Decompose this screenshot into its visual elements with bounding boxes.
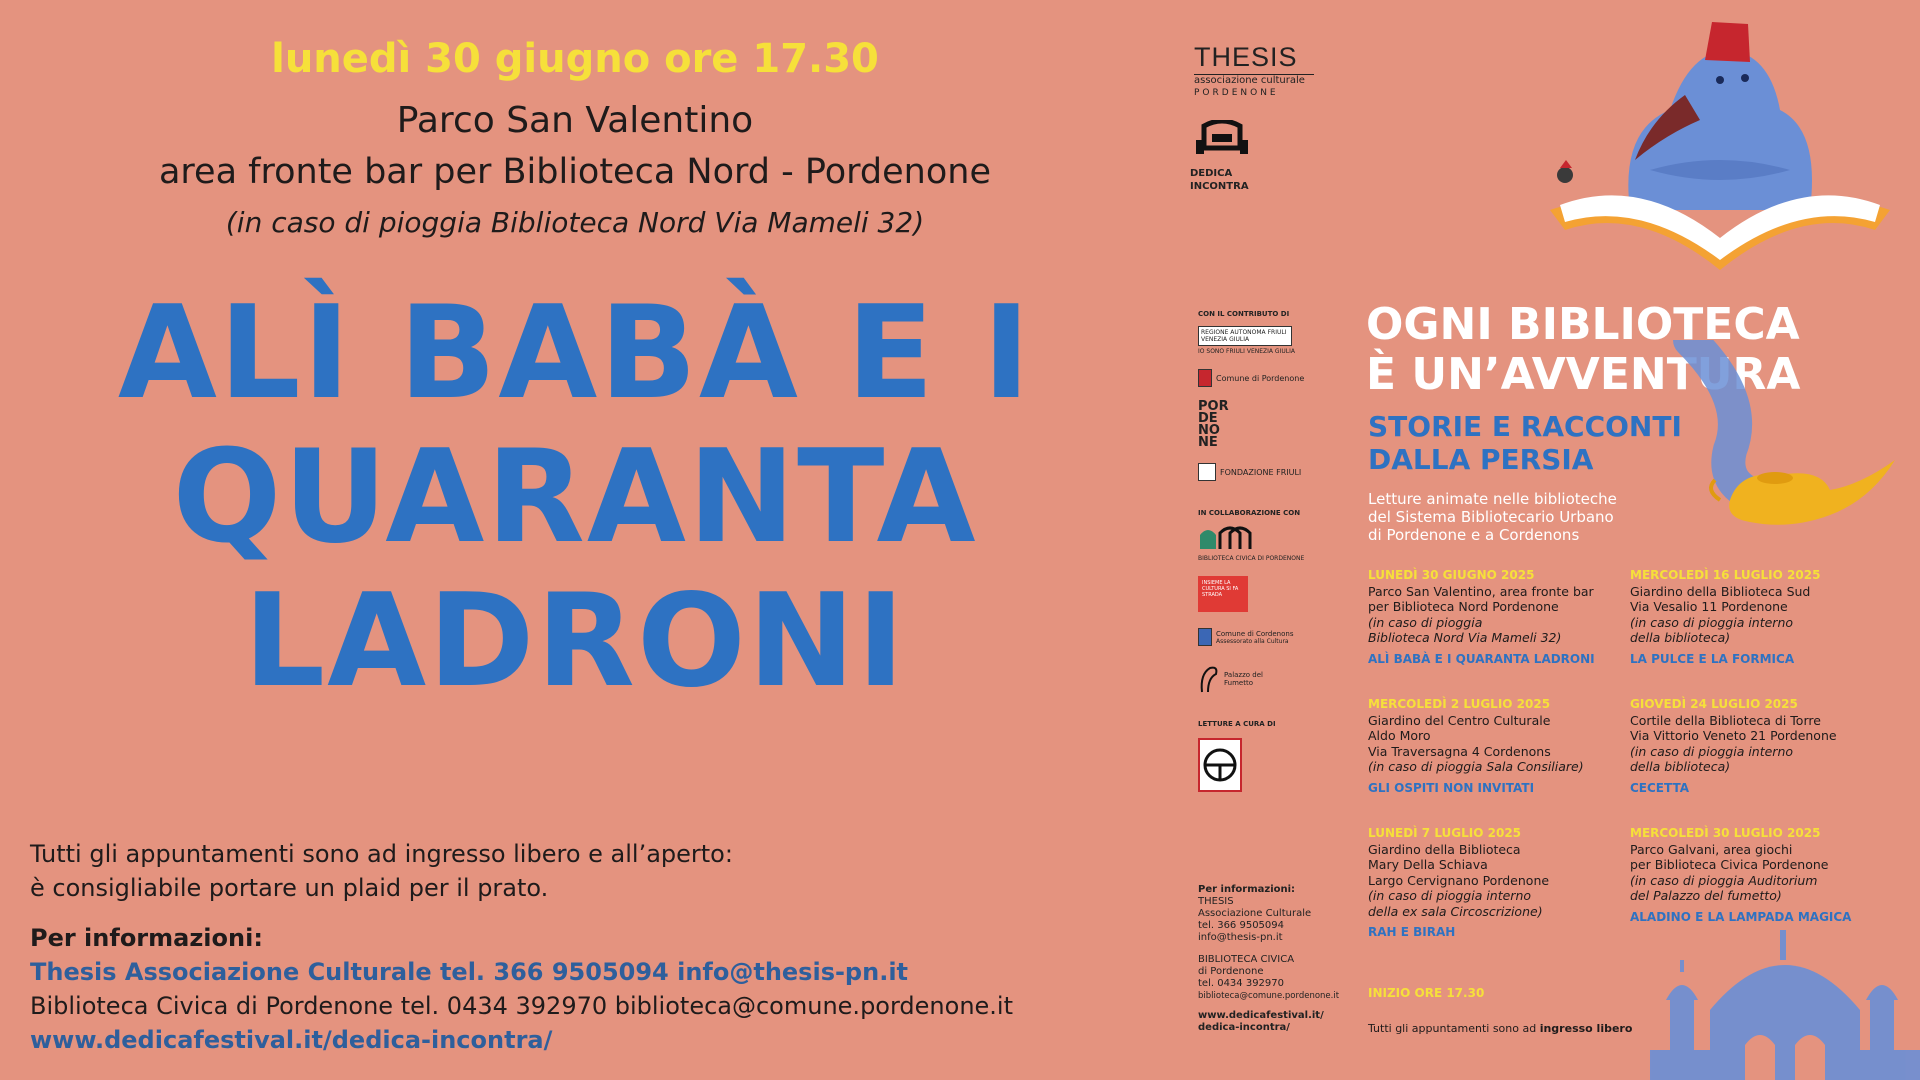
event-place: Aldo Moro bbox=[1368, 728, 1431, 743]
contacts-line: BIBLIOTECA CIVICA bbox=[1198, 954, 1295, 965]
event-title: GLI OSPITI NON INVITATI bbox=[1368, 780, 1535, 795]
contacts-line: tel. 366 9505094 bbox=[1198, 920, 1285, 931]
event-rain: Biblioteca Nord Via Mameli 32) bbox=[1368, 630, 1562, 645]
library-logo-icon bbox=[1198, 525, 1262, 551]
sponsor-regione bbox=[1198, 326, 1318, 346]
poster-subtitle bbox=[1368, 410, 1682, 476]
contacts-line: tel. 0434 392970 bbox=[1198, 978, 1285, 989]
event-rain: (in caso di pioggia Sala Consiliare) bbox=[1368, 759, 1584, 774]
website-line: dedica-incontra/ bbox=[1198, 1022, 1290, 1033]
palace-silhouette bbox=[1650, 930, 1920, 1080]
poster-website[interactable] bbox=[1198, 1010, 1324, 1034]
collab-name: BIBLIOTECA CIVICA DI PORDENONE bbox=[1198, 555, 1305, 562]
sponsor-name: REGIONE AUTONOMA FRIULI VENEZIA GIULIA bbox=[1198, 326, 1292, 346]
event-place: per Biblioteca Civica Pordenone bbox=[1630, 857, 1829, 872]
event-rain: della biblioteca) bbox=[1630, 630, 1731, 645]
dedica-line2: INCONTRA bbox=[1190, 181, 1249, 192]
contacts-line: di Pordenone bbox=[1198, 966, 1264, 977]
event-date-time: lunedì 30 giugno ore 17.30 bbox=[271, 36, 879, 82]
event-place: Mary Della Schiava bbox=[1368, 857, 1488, 872]
event-place: Via Traversagna 4 Cordenons bbox=[1368, 743, 1551, 759]
sponsor-tag: IO SONO FRIULI VENEZIA GIULIA bbox=[1198, 348, 1295, 355]
event-place: Parco San Valentino, area fronte bar bbox=[1368, 583, 1594, 599]
story-title-line: QUARANTA bbox=[172, 423, 978, 572]
collab-insieme bbox=[1198, 576, 1318, 612]
event-card bbox=[1630, 826, 1880, 925]
event-card bbox=[1368, 826, 1618, 941]
letture-mark-icon bbox=[1202, 747, 1238, 783]
story-title-line: ALÌ BABÀ E I bbox=[117, 279, 1033, 428]
event-place: Cortile della Biblioteca di Torre bbox=[1630, 712, 1821, 728]
event-rain: della biblioteca) bbox=[1630, 759, 1731, 774]
event-title: RAH E BIRAH bbox=[1368, 925, 1456, 939]
venue-name: Parco San Valentino bbox=[396, 100, 754, 141]
free-entry-bold: ingresso libero bbox=[1539, 1022, 1633, 1035]
story-title-line: LADRONI bbox=[243, 567, 907, 716]
description-line: del Sistema Bibliotecario Urbano bbox=[1368, 508, 1614, 526]
event-rain: (in caso di pioggia Auditorium bbox=[1630, 872, 1818, 888]
description-line: Letture animate nelle biblioteche bbox=[1368, 490, 1617, 508]
event-card bbox=[1368, 568, 1618, 667]
poster-contacts bbox=[1198, 884, 1358, 1002]
headline-line: È UN’AVVENTURA bbox=[1366, 349, 1801, 400]
website-link[interactable]: www.dedicafestival.it/dedica-incontra/ bbox=[30, 1026, 553, 1054]
contacts-line: biblioteca@comune.pordenone.it bbox=[1198, 991, 1340, 1001]
crest-icon bbox=[1198, 628, 1212, 646]
thesis-contact[interactable]: Thesis Associazione Culturale tel. 366 9505094 info@thesis-pn.it bbox=[30, 958, 909, 986]
sponsor-comune-pordenone bbox=[1198, 369, 1318, 387]
subtitle-line: STORIE E RACCONTI bbox=[1368, 410, 1682, 443]
event-title: ALADINO E LA LAMPADA MAGICA bbox=[1630, 909, 1852, 924]
event-rain: del Palazzo del fumetto) bbox=[1630, 888, 1782, 903]
free-entry-note: Tutti gli appuntamenti sono ad ingresso libero e all’aperto: bbox=[30, 840, 733, 868]
contacts-line: info@thesis-pn.it bbox=[1198, 932, 1283, 943]
collab-label: IN COLLABORAZIONE CON bbox=[1198, 509, 1301, 517]
event-place: Giardino del Centro Culturale bbox=[1368, 712, 1551, 728]
collab-name: INSIEME LA CULTURA SI FA STRADA bbox=[1198, 576, 1248, 612]
thesis-logo-city: PORDENONE bbox=[1194, 88, 1279, 98]
event-title: LA PULCE E LA FORMICA bbox=[1630, 651, 1795, 666]
start-time: INIZIO ORE 17.30 bbox=[1368, 986, 1485, 1000]
crest-icon bbox=[1198, 369, 1212, 387]
event-rain: (in caso di pioggia bbox=[1368, 614, 1483, 630]
thesis-logo bbox=[1194, 42, 1314, 98]
event-place: Giardino della Biblioteca Sud bbox=[1630, 583, 1811, 599]
event-card bbox=[1630, 697, 1880, 796]
genie-illustration bbox=[1480, 10, 1900, 310]
event-place: Giardino della Biblioteca bbox=[1368, 841, 1521, 857]
sponsor-fondazione-friuli bbox=[1198, 463, 1318, 481]
sponsor-pordenone-brand: POR DE NO NE bbox=[1198, 399, 1229, 450]
dedica-mark-icon bbox=[1190, 120, 1254, 162]
contacts-line: Associazione Culturale bbox=[1198, 908, 1312, 919]
event-date: GIOVEDÌ 24 LUGLIO 2025 bbox=[1630, 697, 1798, 711]
event-date: MERCOLEDÌ 30 LUGLIO 2025 bbox=[1630, 826, 1821, 840]
collab-tag: Assessorato alla Cultura bbox=[1216, 637, 1289, 645]
venue-area: area fronte bar per Biblioteca Nord - Pordenone bbox=[158, 152, 991, 192]
website-line: www.dedicafestival.it/ bbox=[1198, 1010, 1324, 1021]
info-label: Per informazioni: bbox=[30, 924, 263, 952]
sponsor-name: FONDAZIONE FRIULI bbox=[1220, 467, 1302, 477]
event-place: per Biblioteca Nord Pordenone bbox=[1368, 599, 1559, 614]
letture-logo bbox=[1198, 738, 1242, 792]
event-rain: (in caso di pioggia interno bbox=[1630, 614, 1794, 630]
event-rain: (in caso di pioggia interno bbox=[1630, 743, 1794, 759]
collab-biblioteca-civica bbox=[1198, 525, 1318, 562]
poster-description bbox=[1368, 490, 1617, 544]
library-contact: Biblioteca Civica di Pordenone tel. 0434 392970 biblioteca@comune.pordenone.it bbox=[30, 992, 1014, 1020]
collab-name: Palazzo del Fumetto bbox=[1224, 671, 1263, 687]
event-rain: della ex sala Circoscrizione) bbox=[1368, 903, 1543, 919]
description-line: di Pordenone e a Cordenons bbox=[1368, 526, 1580, 544]
dedica-line1: DEDICA bbox=[1190, 168, 1233, 179]
event-date: MERCOLEDÌ 2 LUGLIO 2025 bbox=[1368, 697, 1551, 711]
event-poster bbox=[1150, 0, 1920, 1080]
free-entry-text: Tutti gli appuntamenti sono ad bbox=[1368, 1022, 1540, 1035]
contacts-line: THESIS bbox=[1198, 896, 1234, 907]
collab-palazzo-fumetto bbox=[1198, 664, 1318, 694]
event-date: LUNEDÌ 30 GIUGNO 2025 bbox=[1368, 568, 1535, 582]
event-place: Parco Galvani, area giochi bbox=[1630, 841, 1793, 857]
dedica-logo bbox=[1190, 120, 1280, 192]
subtitle-line: DALLA PERSIA bbox=[1368, 443, 1594, 476]
sponsor-name: Comune di Pordenone bbox=[1216, 373, 1305, 383]
fondazione-icon bbox=[1198, 463, 1216, 481]
free-entry-small bbox=[1368, 1022, 1632, 1035]
sponsor-column bbox=[1198, 310, 1318, 792]
collab-name: Comune di Cordenons bbox=[1216, 629, 1294, 638]
contacts-label: Per informazioni: bbox=[1198, 884, 1296, 895]
thesis-logo-word: THESIS bbox=[1194, 42, 1298, 72]
fumetto-logo-icon bbox=[1198, 664, 1220, 694]
event-date: LUNEDÌ 7 LUGLIO 2025 bbox=[1368, 826, 1522, 840]
thesis-logo-sub: associazione culturale bbox=[1194, 74, 1314, 86]
event-place: Via Vesalio 11 Pordenone bbox=[1630, 599, 1788, 614]
magic-lamp-icon bbox=[1670, 340, 1910, 550]
event-place: Via Vittorio Veneto 21 Pordenone bbox=[1630, 728, 1837, 743]
rain-alternative: (in caso di pioggia Biblioteca Nord Via Mameli 32) bbox=[225, 206, 925, 239]
event-date: MERCOLEDÌ 16 LUGLIO 2025 bbox=[1630, 568, 1821, 582]
event-title: ALÌ BABÀ E I QUARANTA LADRONI bbox=[1368, 651, 1595, 666]
collab-comune-cordenons bbox=[1198, 628, 1318, 646]
headline-line: OGNI BIBLIOTECA bbox=[1366, 299, 1800, 350]
letture-label: LETTURE A CURA DI bbox=[1198, 720, 1276, 728]
contrib-label: CON IL CONTRIBUTO DI bbox=[1198, 310, 1290, 318]
event-title: CECETTA bbox=[1630, 780, 1690, 795]
event-rain: (in caso di pioggia interno bbox=[1368, 888, 1532, 903]
plaid-note: è consigliabile portare un plaid per il prato. bbox=[30, 874, 549, 902]
story-title bbox=[0, 279, 1150, 716]
event-card bbox=[1368, 697, 1618, 796]
event-card bbox=[1630, 568, 1880, 667]
event-place: Largo Cervignano Pordenone bbox=[1368, 872, 1550, 888]
